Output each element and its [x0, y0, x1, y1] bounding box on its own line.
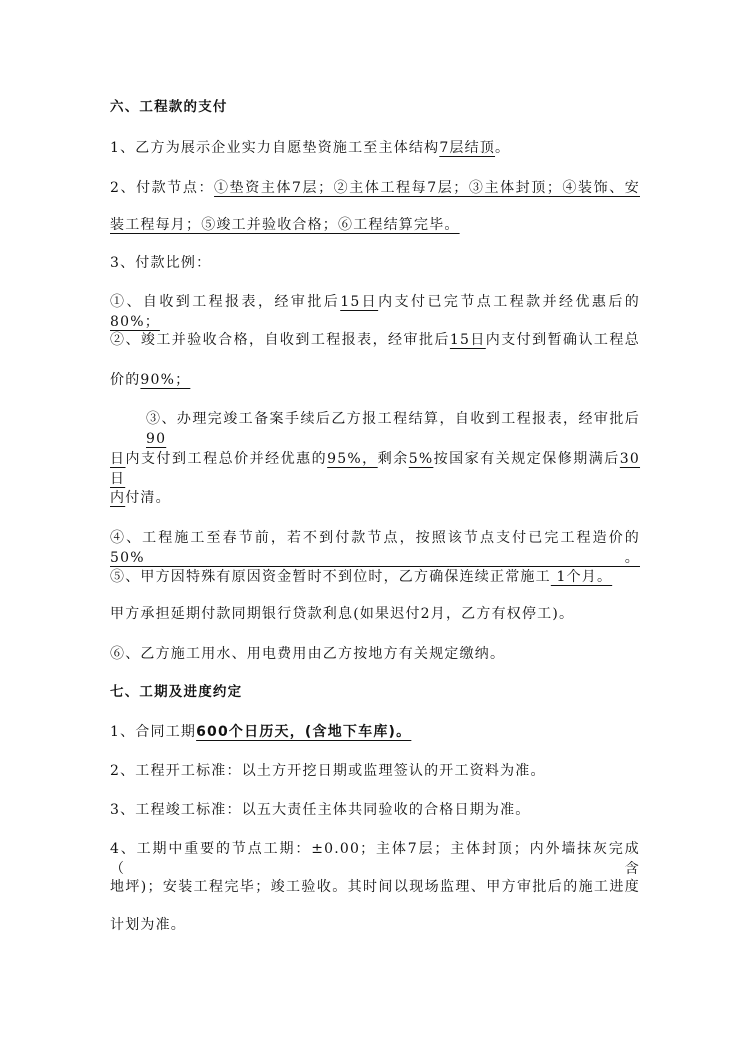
underlined-text: ①垫资主体7层；②主体工程每7层；③主体封顶；④装饰、安 — [214, 180, 640, 196]
text-segment: 。 — [495, 140, 511, 156]
text-segment: 六、工程款的支付 — [110, 99, 228, 115]
paragraph-line — [110, 528, 640, 568]
paragraph-line — [110, 253, 211, 273]
underlined-text: 600个日历天，(含地下车库)。 — [196, 724, 412, 740]
paragraph-line — [110, 178, 640, 198]
text-segment: 2、工程开工标准：以土方开挖日期或监理签认的开工资料为准。 — [110, 763, 546, 779]
underlined-text: 5% — [408, 451, 434, 467]
text-segment: 1、合同工期 — [110, 724, 197, 740]
underlined-text: 90 — [146, 431, 167, 447]
paragraph-line — [110, 449, 640, 489]
text-segment: 内支付到工程总价并经优惠的 — [125, 451, 328, 467]
underlined-text: 日 — [110, 451, 126, 467]
paragraph-line — [110, 488, 171, 508]
paragraph-line — [110, 877, 640, 897]
paragraph-line — [110, 915, 186, 935]
text-segment: ⑥、乙方施工用水、用电费用由乙方按地方有关规定缴纳。 — [110, 646, 506, 662]
text-segment: 3、付款比例： — [110, 255, 212, 271]
text-segment: 付清。 — [125, 490, 171, 506]
text-segment: 甲方承担延期付款同期银行贷款利息(如果迟付2月，乙方有权停工)。 — [110, 606, 575, 622]
paragraph-line — [110, 839, 640, 879]
text-segment: 地坪)；安装工程完毕；竣工验收。其时间以现场监理、甲方审批后的施工进度 — [110, 879, 640, 895]
paragraph-line — [110, 370, 190, 390]
paragraph-line — [110, 604, 574, 624]
underlined-text: 30日 — [110, 451, 641, 487]
section-heading — [110, 682, 242, 702]
underlined-text: 1个月。 — [550, 569, 613, 585]
paragraph-line — [110, 644, 505, 664]
paragraph-line — [110, 138, 510, 158]
text-segment: 按国家有关规定保修期满后 — [433, 451, 620, 467]
text-segment: 剩余 — [377, 451, 409, 467]
text-segment: ④、工程施工至春节前，若不到付款节点，按照该节点支付已完工程造价的 — [110, 530, 640, 546]
underlined-text: 95%， — [327, 451, 378, 467]
text-segment: ①、自收到工程报表，经审批后 — [110, 294, 341, 310]
paragraph-line — [110, 567, 612, 587]
section-heading — [110, 97, 228, 117]
underlined-text: 15日 — [449, 332, 486, 348]
text-segment: 4、工期中重要的节点工期：±0.00；主体7层；主体封顶；内外墙抹灰完成（含 — [110, 841, 640, 877]
text-segment: 内支付到暂确认工程总 — [485, 332, 641, 348]
underlined-text: 15日 — [340, 294, 379, 310]
paragraph-line — [110, 215, 460, 235]
text-segment: ⑤、甲方因特殊有原因资金暂时不到位时，乙方确保连续正常施工 — [110, 569, 551, 585]
text-segment: ②、竣工并验收合格，自收到工程报表，经审批后 — [110, 332, 450, 348]
underlined-text: 80%； — [110, 314, 160, 330]
underlined-text: 内 — [110, 490, 126, 506]
underlined-text: 装工程每月；⑤竣工并验收合格；⑥工程结算完毕。 — [110, 217, 460, 233]
text-segment: 内支付已完节点工程款并经优惠后的 — [378, 294, 640, 310]
paragraph-line — [110, 761, 546, 781]
underlined-text: 50% 。 — [110, 550, 640, 566]
text-segment: ③、办理完竣工备案手续后乙方报工程结算，自收到工程报表，经审批后 — [146, 411, 640, 427]
text-segment: 2、付款节点： — [110, 180, 215, 196]
text-segment: 价的 — [110, 372, 141, 388]
text-segment: 计划为准。 — [110, 917, 186, 933]
paragraph-line — [110, 722, 411, 742]
text-segment: 1、乙方为展示企业实力自愿垫资施工至主体结构 — [110, 140, 440, 156]
underlined-text: 7层结顶 — [439, 140, 496, 156]
text-segment: 七、工期及进度约定 — [110, 684, 243, 700]
underlined-text: 90%； — [140, 372, 191, 388]
paragraph-line — [110, 800, 531, 820]
paragraph-line — [110, 292, 640, 332]
paragraph-line — [146, 409, 640, 449]
text-segment: 3、工程竣工标准：以五大责任主体共同验收的合格日期为准。 — [110, 802, 531, 818]
paragraph-line — [110, 330, 640, 350]
